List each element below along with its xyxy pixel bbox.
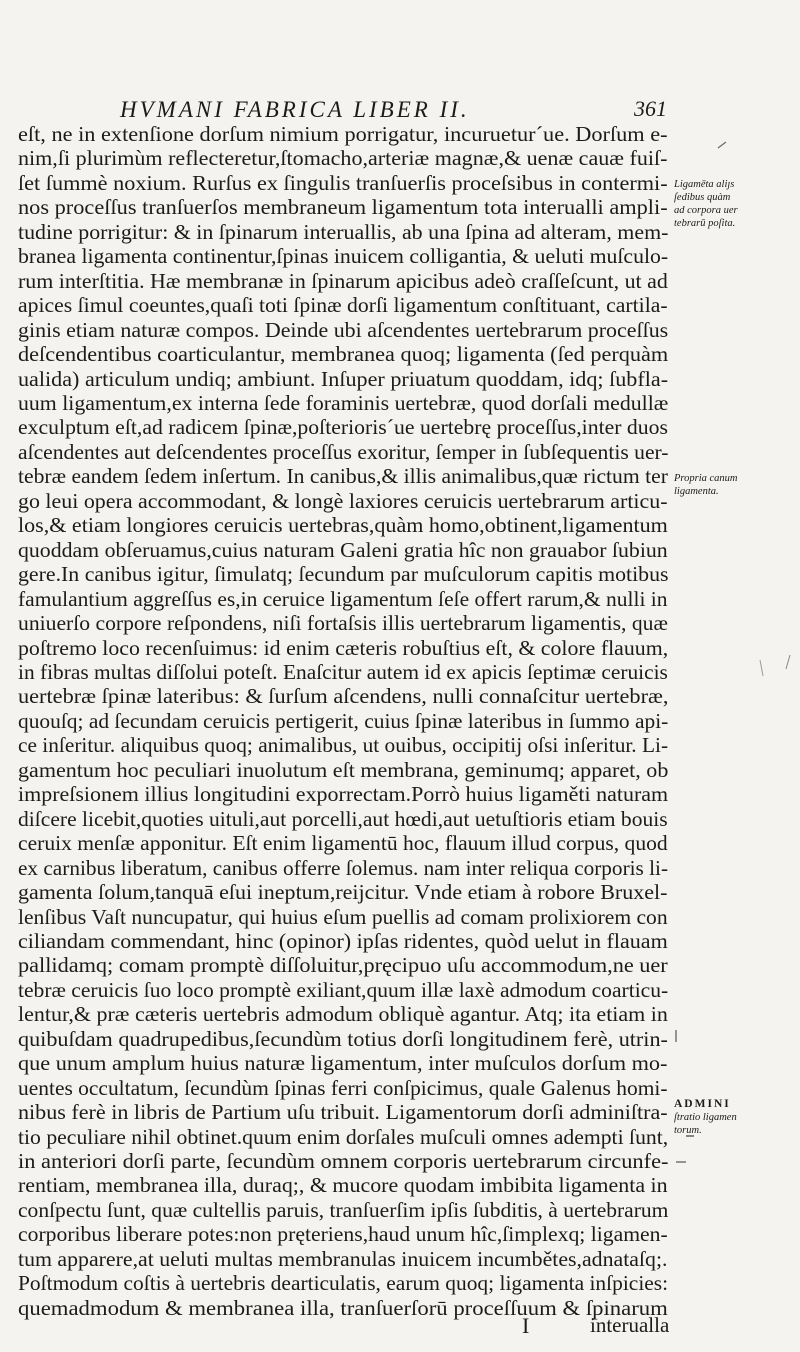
text-line: famulantium aggreſſus es,in ceruice ligamentum ſeſe offert rarum,& nulli in: [18, 587, 668, 611]
catchword: interualla: [590, 1313, 670, 1337]
text-line: gamenta ſolum,tanquā eſui ineptum,reijcitur. Vnde etiam à robore Bruxel-: [18, 881, 668, 905]
text-line: Poſtmodum coſtis à uertebris dearticulatis, earum quoq; ligamenta inſpicies:: [18, 1272, 669, 1296]
text-line: tebræ ceruicis ſuo loco promptè exiliant,quum illæ laxè admodum coarticu-: [18, 978, 669, 1002]
text-line: uniuerſo corpore reſpondens, niſi fortaſsis illis uertebrarum ligamentis, quæ: [18, 612, 668, 636]
text-line: aſcendentes aut deſcendentes proceſſus exoritur, ſemper in ſubſequentis uer-: [18, 440, 669, 464]
text-line: lenſibus Vaſt nuncupatur, qui huius eſum puellis ad comam prolixiorem con: [18, 905, 668, 929]
text-line: lentur,& præ cæteris uertebris admodum obliquè agantur. Atq; ita etiam in: [18, 1003, 668, 1027]
text-line: quoddam obſeruamus,cuius naturam Galeni gratia hîc non grauabor ſubiun: [18, 538, 668, 562]
text-line: impreſsionem illius longitudini exporrectam.Porrò huius ligaměti naturam: [18, 783, 669, 807]
margin-note-line: ſedibus quàm: [674, 192, 731, 203]
text-line: nos proceſſus tranſuerſos membraneum ligamentum tota interualli ampli-: [18, 196, 668, 220]
text-line: tebræ eandem ſedem inſertum. In canibus,& illis animalibus,quæ rictum ter: [18, 465, 668, 489]
text-line: exculptum eſt,ad radicem ſpinæ,poſterioris´ue uertebrę proceſſus,inter duos: [18, 416, 668, 440]
signature-mark: I: [522, 1313, 530, 1338]
text-line: deſcendentibus coarticulantur, membranea quoq; ligamenta (ſed perquàm: [18, 343, 669, 367]
margin-note-line: ſtratio ligamen: [674, 1112, 737, 1123]
margin-note-line: ligamenta.: [674, 486, 719, 497]
margin-note-line: tebrarū poſita.: [674, 218, 736, 229]
text-line: nim,ſi plurimùm reflecteretur,ſtomacho,arteriæ magnæ,& uenæ cauæ fuiſ-: [18, 147, 668, 171]
text-line: ciliandam commendant, hinc (opinor) ipſas ridentes, quòd uelut in flauam: [18, 929, 668, 953]
text-line: tum apparere,at ueluti multas membranulas inuicem incumbětes,adnataſq;.: [18, 1247, 668, 1271]
text-line: quibuſdam quadrupedibus,ſecundùm totius dorſi longitudinem ferè, utrin-: [18, 1027, 668, 1051]
text-line: gamentum hoc peculiari inuolutum eſt membrana, geminumq; apparet, ob: [18, 758, 669, 782]
text-line: ſet ſummè noxium. Rurſus ex ſingulis tranſuerſis proceſsibus in contermi-: [18, 171, 668, 195]
text-line: pallidamq; comam promptè diſſoluitur,pręcipuo uſu accommodum,ne uer: [18, 954, 668, 978]
text-line: uentes occultatum, ſecundùm ſpinas ferri conſpicimus, quale Galenus homi-: [18, 1076, 668, 1100]
text-line: nibus ferè in libris de Partium uſu tribuit. Ligamentorum dorſi adminiſtra-: [18, 1101, 668, 1125]
text-line: ex carnibus liberatum, canibus offerre ſolemus. nam inter reliqua corporis li-: [18, 856, 669, 880]
text-line: uum ligamentum,ex interna ſede foraminis uertebræ, quod dorſali medullæ: [18, 391, 669, 415]
text-line: go leui opera accommodant, & longè laxiores ceruicis uertebrarum articu-: [18, 489, 668, 513]
text-line: conſpectu ſunt, quæ cultellis paruis, tranſuerſim ipſis ſubditis, à uertebrarum: [18, 1198, 669, 1222]
text-line: apices ſimul coeuntes,quaſi toti ſpinæ dorſi ligamentum conſtituant, cartila-: [18, 294, 668, 318]
text-line: corporibus liberare potes:non pręteriens,haud unum hîc,ſimplexq; ligamen-: [18, 1223, 668, 1247]
text-line: que unum amplum huius naturæ ligamentum, inter muſculos dorſum mo-: [18, 1052, 668, 1076]
text-line: diſcere licebit,quoties uituli,aut porcelli,aut hœdi,aut uetuſtioris etiam bouis: [18, 807, 668, 831]
text-line: rentiam, membranea illa, duraq;, & mucore quodam imbibita ligamenta in: [18, 1174, 668, 1198]
running-head: HVMANI FABRICA LIBER II.: [120, 97, 470, 122]
text-line: quemadmodum & membranea illa, tranſuerſorū proceſſuum & ſpinarum: [18, 1296, 668, 1320]
text-line: tio peculiare nihil obtinet.quum enim dorſales muſculi omnes adempti ſunt,: [18, 1125, 669, 1149]
text-line: gere.In canibus igitur, ſimulatq; ſecundum par muſculorum capitis motibus: [18, 563, 669, 587]
margin-note-line: ad corpora uer: [674, 205, 738, 216]
margin-note-line: Propria canum: [674, 473, 738, 484]
text-line: branea ligamenta continentur,ſpinas inuicem colligantia, & ueluti muſculo-: [18, 245, 669, 269]
text-line: uertebræ ſpinæ lateribus: & ſurſum aſcendens, nulli connaſcitur uertebræ,: [18, 685, 669, 709]
text-line: ualida) articulum undiq; ambiunt. Inſuper priuatum quoddam, idq; ſubfla-: [18, 367, 669, 391]
text-line: in fibras multas diſſolui poteſt. Enaſcitur autem id ex apicis ſeptimæ ceruicis: [18, 660, 668, 684]
margin-note-line: Ligamēta aliȷs: [674, 179, 735, 190]
margin-note-line: torum.: [674, 1125, 702, 1136]
text-line: eſt, ne in extenſione dorſum nimium porrigatur, incuruetur´ue. Dorſum e-: [18, 123, 668, 146]
text-line: tudine porrigitur: & in ſpinarum interuallis, ab una ſpina ad alteram, mem-: [18, 220, 669, 244]
page-number: 361: [634, 96, 667, 121]
text-line: quouſq; ad ſecundam ceruicis pertigerit, cuius ſpinæ lateribus in ſummo api-: [18, 709, 669, 733]
margin-note-heading: ADMINI: [674, 1098, 731, 1110]
text-line: ceruix menſæ apponitur. Eſt enim ligamentū hoc, flauum illud corpus, quod: [18, 832, 668, 856]
text-line: in anteriori dorſi parte, ſecundùm omnem corporis uertebrarum circunfe-: [18, 1150, 669, 1174]
text-line: los,& etiam longiores ceruicis uertebras,quàm homo,obtinent,ligamentum: [18, 514, 668, 538]
text-line: poſtremo loco recenſuimus: id enim cæteris robuſtius eſt, & colore flauum,: [18, 636, 669, 660]
text-line: ce inſeritur. aliquibus quoq; animalibus, ut ouibus, occipitij oſsi inſeritur. Li-: [18, 734, 669, 758]
text-line: ginis etiam naturæ compos. Deinde ubi aſcendentes uertebrarum proceſſus: [18, 318, 669, 342]
text-line: rum interſtitia. Hæ membranæ in ſpinarum apicibus adeò craſſeſcunt, ut ad: [18, 269, 668, 293]
